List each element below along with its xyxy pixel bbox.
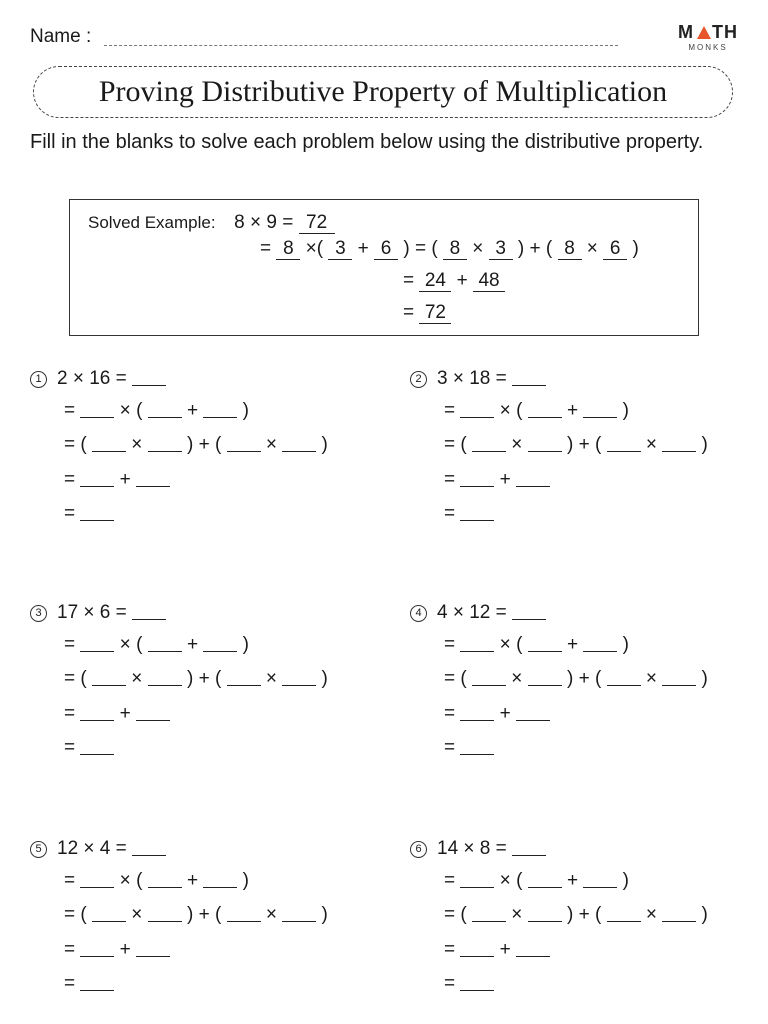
factor-blank[interactable] (80, 635, 114, 652)
example-blank: 8 (558, 239, 582, 260)
addend-blank[interactable] (148, 401, 182, 418)
problem-line-2: = × ( + ) (64, 870, 249, 891)
problem-number-badge: 5 (30, 841, 47, 858)
final-answer-blank[interactable] (80, 974, 114, 991)
example-blank: 6 (603, 239, 627, 260)
addend-blank[interactable] (528, 871, 562, 888)
instructions: Fill in the blanks to solve each problem below using the distributive property. (30, 131, 704, 153)
problem-expression: 12 × 4 = (57, 838, 127, 859)
problem-line-2: = × ( + ) (64, 400, 249, 421)
problem-1 (30, 368, 370, 524)
problem-line-2: = × ( + ) (444, 634, 629, 655)
example-line-3: = 24 + 48 (403, 270, 505, 292)
problem-line-4: = + (444, 939, 550, 961)
product-factor-blank[interactable] (282, 435, 316, 452)
problem-line-2: = × ( + ) (444, 400, 629, 421)
problem-number-badge: 2 (410, 371, 427, 388)
product-factor-blank[interactable] (607, 669, 641, 686)
product-factor-blank[interactable] (282, 669, 316, 686)
problem-expression: 14 × 8 = (437, 838, 507, 859)
example-line-4: = 72 (403, 302, 451, 324)
answer-blank[interactable] (512, 603, 546, 620)
example-blank: 3 (328, 239, 352, 260)
final-answer-blank[interactable] (80, 738, 114, 755)
problem-expression: 3 × 18 = (437, 368, 507, 389)
partial-product-blank[interactable] (136, 704, 170, 721)
partial-product-blank[interactable] (80, 940, 114, 957)
answer-blank[interactable] (132, 369, 166, 386)
title-frame (33, 66, 733, 118)
partial-product-blank[interactable] (460, 704, 494, 721)
example-line-1 (88, 212, 335, 234)
problem-line-1 (410, 368, 546, 390)
problem-line-5: = (444, 737, 494, 759)
example-blank: 8 (276, 239, 300, 260)
addend-blank[interactable] (203, 871, 237, 888)
problem-5 (30, 838, 370, 994)
problem-line-4: = + (444, 469, 550, 491)
problem-line-1 (30, 838, 166, 860)
logo-subtitle: MONKS (688, 43, 728, 52)
final-answer-blank[interactable] (460, 974, 494, 991)
name-field[interactable] (104, 45, 618, 46)
solved-example-box (69, 199, 699, 336)
factor-blank[interactable] (80, 871, 114, 888)
problem-line-5: = (64, 737, 114, 759)
answer-blank[interactable] (512, 839, 546, 856)
product-factor-blank[interactable] (227, 669, 261, 686)
product-factor-blank[interactable] (148, 669, 182, 686)
factor-blank[interactable] (460, 401, 494, 418)
addend-blank[interactable] (583, 635, 617, 652)
problem-line-2: = × ( + ) (444, 870, 629, 891)
answer-blank[interactable] (132, 603, 166, 620)
example-blank: 48 (473, 271, 505, 292)
addend-blank[interactable] (203, 401, 237, 418)
product-factor-blank[interactable] (472, 905, 506, 922)
addend-blank[interactable] (528, 635, 562, 652)
partial-product-blank[interactable] (516, 940, 550, 957)
problem-line-4: = + (64, 939, 170, 961)
problem-number-badge: 6 (410, 841, 427, 858)
product-factor-blank[interactable] (528, 905, 562, 922)
logo-triangle-icon (697, 26, 711, 39)
addend-blank[interactable] (583, 401, 617, 418)
product-factor-blank[interactable] (528, 435, 562, 452)
product-factor-blank[interactable] (472, 669, 506, 686)
product-factor-blank[interactable] (607, 435, 641, 452)
problem-line-3: = ( × ) + ( × ) (64, 904, 328, 925)
product-factor-blank[interactable] (148, 905, 182, 922)
example-line-2: = 8 ×( 3 + 6 ) = ( 8 × 3 ) + ( 8 × 6 ) (260, 238, 639, 259)
product-factor-blank[interactable] (227, 435, 261, 452)
problem-line-1 (410, 602, 546, 624)
factor-blank[interactable] (460, 635, 494, 652)
partial-product-blank[interactable] (80, 704, 114, 721)
problem-line-4: = + (64, 703, 170, 725)
example-blank: 6 (374, 239, 398, 260)
answer-blank[interactable] (132, 839, 166, 856)
problem-expression: 2 × 16 = (57, 368, 127, 389)
name-label: Name : (30, 26, 92, 47)
problem-line-1 (410, 838, 546, 860)
partial-product-blank[interactable] (136, 470, 170, 487)
problem-line-5: = (64, 973, 114, 995)
problem-3 (30, 602, 370, 758)
problem-number-badge: 4 (410, 605, 427, 622)
problem-4 (410, 602, 750, 758)
addend-blank[interactable] (148, 635, 182, 652)
example-label: Solved Example: (88, 213, 216, 232)
example-answer: 72 (299, 213, 335, 234)
problem-line-1 (30, 602, 166, 624)
product-factor-blank[interactable] (662, 905, 696, 922)
example-question: 8 × 9 = (234, 212, 294, 233)
problem-2 (410, 368, 750, 524)
product-factor-blank[interactable] (662, 669, 696, 686)
problem-line-1 (30, 368, 166, 390)
problem-line-3: = ( × ) + ( × ) (444, 434, 708, 455)
addend-blank[interactable] (528, 401, 562, 418)
product-factor-blank[interactable] (662, 435, 696, 452)
answer-blank[interactable] (512, 369, 546, 386)
problem-6 (410, 838, 750, 994)
example-blank: 3 (489, 239, 513, 260)
partial-product-blank[interactable] (516, 704, 550, 721)
partial-product-blank[interactable] (136, 940, 170, 957)
factor-blank[interactable] (80, 401, 114, 418)
problem-line-3: = ( × ) + ( × ) (64, 668, 328, 689)
problem-expression: 4 × 12 = (437, 602, 507, 623)
product-factor-blank[interactable] (227, 905, 261, 922)
product-factor-blank[interactable] (282, 905, 316, 922)
problem-line-5: = (444, 503, 494, 525)
problem-line-4: = + (444, 703, 550, 725)
factor-blank[interactable] (460, 871, 494, 888)
problem-line-2: = × ( + ) (64, 634, 249, 655)
example-blank: 72 (419, 303, 451, 324)
problem-number-badge: 1 (30, 371, 47, 388)
product-factor-blank[interactable] (528, 669, 562, 686)
product-factor-blank[interactable] (472, 435, 506, 452)
problem-line-5: = (64, 503, 114, 525)
problem-line-3: = ( × ) + ( × ) (444, 668, 708, 689)
product-factor-blank[interactable] (92, 435, 126, 452)
partial-product-blank[interactable] (80, 470, 114, 487)
example-blank: 24 (419, 271, 451, 292)
logo-word: M TH (678, 22, 738, 42)
problem-line-4: = + (64, 469, 170, 491)
partial-product-blank[interactable] (460, 940, 494, 957)
final-answer-blank[interactable] (460, 738, 494, 755)
problem-line-3: = ( × ) + ( × ) (64, 434, 328, 455)
problem-line-3: = ( × ) + ( × ) (444, 904, 708, 925)
partial-product-blank[interactable] (460, 470, 494, 487)
addend-blank[interactable] (203, 635, 237, 652)
page-title: Proving Distributive Property of Multiplication (98, 75, 668, 108)
product-factor-blank[interactable] (148, 435, 182, 452)
math-monks-logo (668, 22, 748, 62)
product-factor-blank[interactable] (92, 669, 126, 686)
partial-product-blank[interactable] (516, 470, 550, 487)
problem-expression: 17 × 6 = (57, 602, 127, 623)
example-blank: 8 (443, 239, 467, 260)
addend-blank[interactable] (148, 871, 182, 888)
product-factor-blank[interactable] (92, 905, 126, 922)
problem-number-badge: 3 (30, 605, 47, 622)
problem-line-5: = (444, 973, 494, 995)
product-factor-blank[interactable] (607, 905, 641, 922)
final-answer-blank[interactable] (460, 504, 494, 521)
final-answer-blank[interactable] (80, 504, 114, 521)
addend-blank[interactable] (583, 871, 617, 888)
